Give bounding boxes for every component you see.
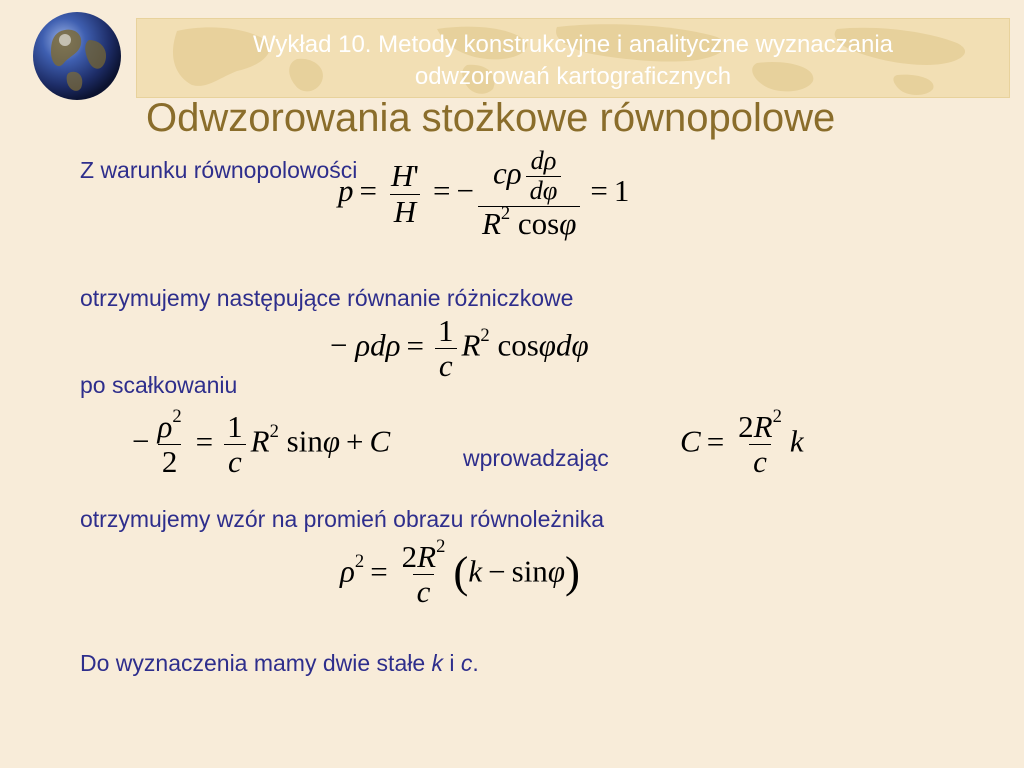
globe-icon — [31, 10, 123, 102]
slide-title: Odwzorowania stożkowe równopolowe — [146, 96, 836, 140]
text-radius-formula: otrzymujemy wzór na promień obrazu równoleżnika — [80, 506, 605, 532]
text-two-constants-prefix: Do wyznaczenia mamy dwie stałe — [80, 650, 432, 676]
constant-c: c — [460, 650, 473, 676]
equation-parallel-radius: $\rho^2$ = $\frac{2R^2}{c}$ (k − sinφ) — [340, 536, 580, 610]
constant-k: k — [431, 650, 444, 676]
text-condition: Z warunku równopolowości — [80, 157, 358, 183]
text-differential-equation: otrzymujemy następujące równanie różniczkowe — [80, 285, 574, 311]
text-after-integration: po scałkowaniu — [80, 372, 238, 398]
text-two-constants-period: . — [472, 650, 479, 676]
equation-equal-area-condition: p = $\frac{H'}{H}$ = − cρ $\frac{d\rho}{d\varphi}$ $R^2$ cosφ = 1 — [338, 146, 630, 241]
equation-integrated: − $\frac{\rho^2}{2}$ = $\frac{1}{c}$ $R^2$ sinφ + C — [132, 406, 391, 480]
text-two-constants — [80, 649, 479, 677]
equation-constant-c: C = $\frac{2R^2}{c}$ k — [680, 406, 804, 480]
lecture-title — [137, 29, 1009, 93]
lecture-title-line2: odwzorowań kartograficznych — [414, 63, 732, 90]
equation-differential: − ρdρ = $\frac{1}{c}$ $R^2$ cosφdφ — [330, 313, 589, 384]
header-banner — [136, 18, 1010, 98]
lecture-title-line1: Wykład 10. Metody konstrukcyjne i analityczne wyznaczania — [252, 31, 894, 58]
text-introducing: wprowadzając — [463, 445, 609, 471]
text-two-constants-and: i — [443, 650, 461, 676]
